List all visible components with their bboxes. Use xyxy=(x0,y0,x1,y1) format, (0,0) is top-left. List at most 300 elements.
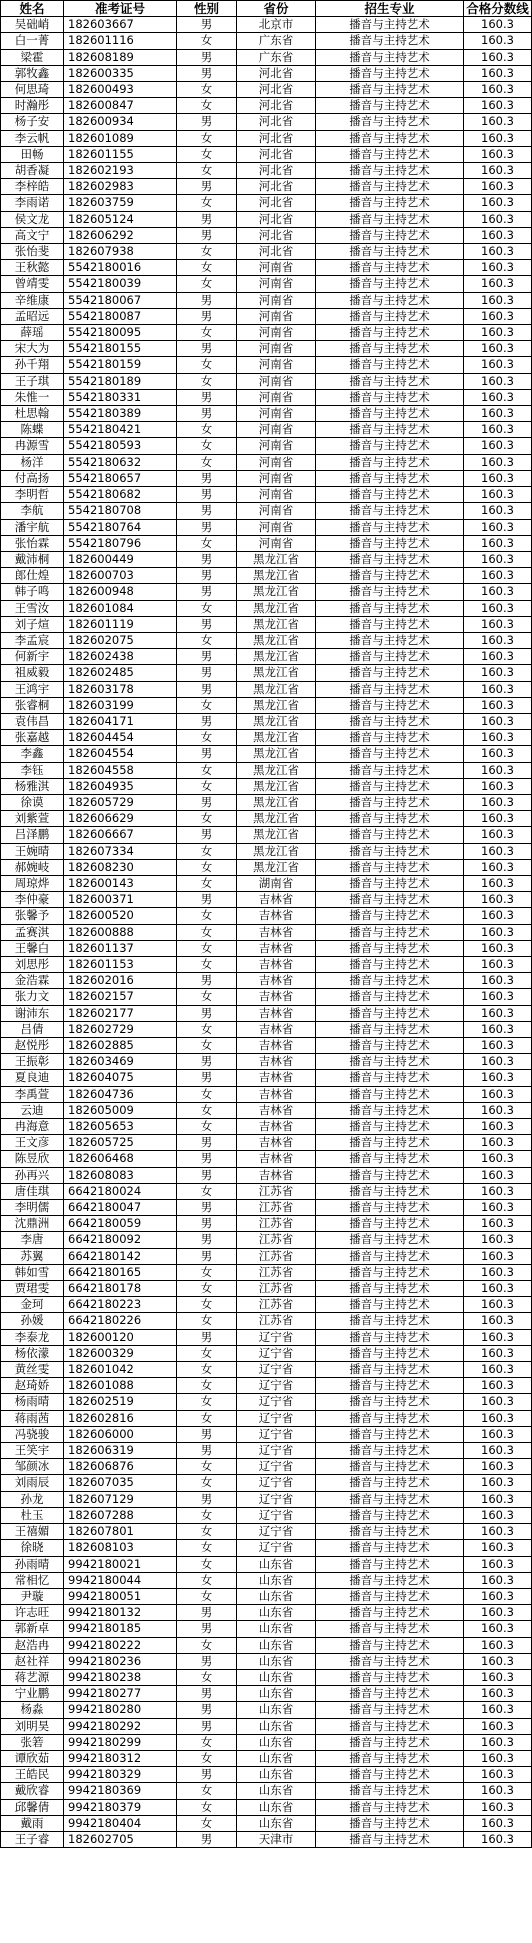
cell-name: 张怡斐 xyxy=(1,244,64,260)
cell-major: 播音与主持艺术 xyxy=(316,1750,464,1766)
table-row xyxy=(1,1281,532,1297)
table-row xyxy=(1,1507,532,1523)
cell-exam-id: 182604558 xyxy=(64,762,177,778)
cell-exam-id: 182603759 xyxy=(64,195,177,211)
cell-score: 160.3 xyxy=(464,308,532,324)
cell-gender: 女 xyxy=(177,98,237,114)
table-row xyxy=(1,1054,532,1070)
cell-exam-id: 182608189 xyxy=(64,49,177,65)
cell-exam-id: 5542180189 xyxy=(64,373,177,389)
cell-score: 160.3 xyxy=(464,373,532,389)
cell-name: 王雪汝 xyxy=(1,600,64,616)
cell-name: 张怡霖 xyxy=(1,535,64,551)
cell-score: 160.3 xyxy=(464,1135,532,1151)
cell-province: 吉林省 xyxy=(237,1038,316,1054)
cell-major: 播音与主持艺术 xyxy=(316,1329,464,1345)
cell-province: 河北省 xyxy=(237,65,316,81)
cell-name: 蒋雨茜 xyxy=(1,1410,64,1426)
cell-exam-id: 182602519 xyxy=(64,1394,177,1410)
cell-name: 侯文龙 xyxy=(1,211,64,227)
cell-score: 160.3 xyxy=(464,211,532,227)
table-row xyxy=(1,1167,532,1183)
cell-province: 黑龙江省 xyxy=(237,568,316,584)
cell-province: 河北省 xyxy=(237,179,316,195)
cell-score: 160.3 xyxy=(464,276,532,292)
cell-name: 李航 xyxy=(1,503,64,519)
cell-score: 160.3 xyxy=(464,1216,532,1232)
cell-gender: 男 xyxy=(177,1167,237,1183)
cell-score: 160.3 xyxy=(464,114,532,130)
cell-score: 160.3 xyxy=(464,1637,532,1653)
cell-exam-id: 182605009 xyxy=(64,1102,177,1118)
cell-major: 播音与主持艺术 xyxy=(316,179,464,195)
cell-exam-id: 6642180047 xyxy=(64,1200,177,1216)
cell-name: 戴欣睿 xyxy=(1,1783,64,1799)
cell-name: 王笑宇 xyxy=(1,1443,64,1459)
table-row xyxy=(1,503,532,519)
cell-name: 王子琪 xyxy=(1,373,64,389)
cell-exam-id: 182606667 xyxy=(64,827,177,843)
cell-gender: 男 xyxy=(177,65,237,81)
cell-gender: 男 xyxy=(177,1767,237,1783)
cell-province: 山东省 xyxy=(237,1653,316,1669)
cell-major: 播音与主持艺术 xyxy=(316,1718,464,1734)
cell-gender: 女 xyxy=(177,33,237,49)
cell-province: 吉林省 xyxy=(237,1070,316,1086)
table-row xyxy=(1,989,532,1005)
cell-major: 播音与主持艺术 xyxy=(316,1248,464,1264)
cell-gender: 男 xyxy=(177,665,237,681)
cell-major: 播音与主持艺术 xyxy=(316,292,464,308)
cell-gender: 男 xyxy=(177,487,237,503)
cell-score: 160.3 xyxy=(464,1588,532,1604)
cell-province: 河南省 xyxy=(237,276,316,292)
cell-province: 河南省 xyxy=(237,357,316,373)
cell-score: 160.3 xyxy=(464,1507,532,1523)
cell-province: 吉林省 xyxy=(237,956,316,972)
cell-exam-id: 5542180087 xyxy=(64,308,177,324)
cell-province: 黑龙江省 xyxy=(237,681,316,697)
cell-exam-id: 6642180059 xyxy=(64,1216,177,1232)
cell-exam-id: 182607288 xyxy=(64,1507,177,1523)
table-row xyxy=(1,1767,532,1783)
cell-exam-id: 9942180312 xyxy=(64,1750,177,1766)
cell-gender: 女 xyxy=(177,1734,237,1750)
cell-score: 160.3 xyxy=(464,163,532,179)
cell-major: 播音与主持艺术 xyxy=(316,697,464,713)
cell-name: 高文宁 xyxy=(1,227,64,243)
cell-name: 孙再兴 xyxy=(1,1167,64,1183)
cell-score: 160.3 xyxy=(464,1410,532,1426)
cell-province: 黑龙江省 xyxy=(237,762,316,778)
cell-major: 播音与主持艺术 xyxy=(316,892,464,908)
cell-gender: 女 xyxy=(177,924,237,940)
cell-name: 郝婉岐 xyxy=(1,859,64,875)
cell-exam-id: 182601088 xyxy=(64,1378,177,1394)
cell-major: 播音与主持艺术 xyxy=(316,373,464,389)
cell-gender: 女 xyxy=(177,1086,237,1102)
table-row xyxy=(1,1459,532,1475)
cell-province: 河北省 xyxy=(237,98,316,114)
table-row xyxy=(1,1734,532,1750)
cell-major: 播音与主持艺术 xyxy=(316,1200,464,1216)
table-row xyxy=(1,1556,532,1572)
cell-name: 尹璇 xyxy=(1,1588,64,1604)
cell-gender: 女 xyxy=(177,163,237,179)
cell-score: 160.3 xyxy=(464,1394,532,1410)
cell-gender: 女 xyxy=(177,244,237,260)
table-row xyxy=(1,811,532,827)
cell-major: 播音与主持艺术 xyxy=(316,163,464,179)
cell-province: 黑龙江省 xyxy=(237,665,316,681)
cell-gender: 女 xyxy=(177,357,237,373)
cell-major: 播音与主持艺术 xyxy=(316,33,464,49)
cell-exam-id: 182608103 xyxy=(64,1540,177,1556)
cell-name: 白一菁 xyxy=(1,33,64,49)
table-row xyxy=(1,924,532,940)
cell-exam-id: 182602177 xyxy=(64,1005,177,1021)
cell-exam-id: 6642180165 xyxy=(64,1264,177,1280)
table-row xyxy=(1,551,532,567)
table-row xyxy=(1,892,532,908)
cell-province: 河南省 xyxy=(237,519,316,535)
cell-gender: 女 xyxy=(177,1815,237,1831)
table-row xyxy=(1,600,532,616)
cell-score: 160.3 xyxy=(464,357,532,373)
table-row xyxy=(1,260,532,276)
cell-gender: 女 xyxy=(177,811,237,827)
cell-gender: 男 xyxy=(177,1686,237,1702)
cell-score: 160.3 xyxy=(464,195,532,211)
cell-gender: 女 xyxy=(177,1345,237,1361)
cell-gender: 男 xyxy=(177,211,237,227)
cell-province: 河南省 xyxy=(237,260,316,276)
cell-gender: 女 xyxy=(177,1540,237,1556)
cell-province: 黑龙江省 xyxy=(237,778,316,794)
cell-province: 山东省 xyxy=(237,1621,316,1637)
cell-major: 播音与主持艺术 xyxy=(316,1135,464,1151)
cell-exam-id: 182602157 xyxy=(64,989,177,1005)
table-row xyxy=(1,1394,532,1410)
cell-name: 孙千翔 xyxy=(1,357,64,373)
cell-major: 播音与主持艺术 xyxy=(316,1605,464,1621)
cell-province: 黑龙江省 xyxy=(237,746,316,762)
cell-score: 160.3 xyxy=(464,1653,532,1669)
cell-score: 160.3 xyxy=(464,730,532,746)
cell-exam-id: 182601119 xyxy=(64,616,177,632)
table-row xyxy=(1,1750,532,1766)
cell-gender: 男 xyxy=(177,892,237,908)
cell-score: 160.3 xyxy=(464,1443,532,1459)
cell-province: 河南省 xyxy=(237,406,316,422)
cell-score: 160.3 xyxy=(464,130,532,146)
cell-province: 河南省 xyxy=(237,341,316,357)
cell-major: 播音与主持艺术 xyxy=(316,1540,464,1556)
table-row xyxy=(1,1702,532,1718)
cell-exam-id: 5542180657 xyxy=(64,470,177,486)
table-row xyxy=(1,1021,532,1037)
header-row xyxy=(1,1,532,17)
cell-gender: 女 xyxy=(177,859,237,875)
table-row xyxy=(1,308,532,324)
table-row xyxy=(1,875,532,891)
cell-exam-id: 5542180389 xyxy=(64,406,177,422)
cell-name: 谢沛东 xyxy=(1,1005,64,1021)
cell-name: 常相忆 xyxy=(1,1572,64,1588)
cell-gender: 女 xyxy=(177,325,237,341)
cell-gender: 女 xyxy=(177,195,237,211)
cell-exam-id: 182600888 xyxy=(64,924,177,940)
table-row xyxy=(1,422,532,438)
cell-exam-id: 182606000 xyxy=(64,1426,177,1442)
cell-score: 160.3 xyxy=(464,146,532,162)
cell-name: 王皓民 xyxy=(1,1767,64,1783)
cell-exam-id: 182602438 xyxy=(64,649,177,665)
table-row xyxy=(1,1669,532,1685)
cell-score: 160.3 xyxy=(464,665,532,681)
cell-major: 播音与主持艺术 xyxy=(316,1086,464,1102)
cell-province: 河南省 xyxy=(237,503,316,519)
cell-major: 播音与主持艺术 xyxy=(316,244,464,260)
cell-name: 朱惟一 xyxy=(1,389,64,405)
cell-exam-id: 182602816 xyxy=(64,1410,177,1426)
cell-name: 刘雨辰 xyxy=(1,1475,64,1491)
cell-major: 播音与主持艺术 xyxy=(316,1702,464,1718)
cell-name: 张箬 xyxy=(1,1734,64,1750)
table-row xyxy=(1,341,532,357)
cell-gender: 女 xyxy=(177,1264,237,1280)
cell-major: 播音与主持艺术 xyxy=(316,82,464,98)
cell-exam-id: 182603667 xyxy=(64,17,177,33)
table-row xyxy=(1,1588,532,1604)
cell-exam-id: 182601137 xyxy=(64,940,177,956)
cell-score: 160.3 xyxy=(464,1070,532,1086)
cell-province: 山东省 xyxy=(237,1572,316,1588)
cell-score: 160.3 xyxy=(464,1831,532,1847)
cell-name: 梁霍 xyxy=(1,49,64,65)
cell-province: 河南省 xyxy=(237,454,316,470)
table-row xyxy=(1,1070,532,1086)
cell-province: 黑龙江省 xyxy=(237,713,316,729)
cell-exam-id: 5542180682 xyxy=(64,487,177,503)
table-row xyxy=(1,973,532,989)
cell-name: 田畅 xyxy=(1,146,64,162)
cell-exam-id: 182600143 xyxy=(64,875,177,891)
table-row xyxy=(1,1783,532,1799)
cell-major: 播音与主持艺术 xyxy=(316,65,464,81)
cell-major: 播音与主持艺术 xyxy=(316,1783,464,1799)
cell-name: 王馨白 xyxy=(1,940,64,956)
cell-exam-id: 182604454 xyxy=(64,730,177,746)
table-row xyxy=(1,1653,532,1669)
cell-province: 吉林省 xyxy=(237,908,316,924)
cell-score: 160.3 xyxy=(464,1329,532,1345)
cell-gender: 女 xyxy=(177,1362,237,1378)
cell-major: 播音与主持艺术 xyxy=(316,1005,464,1021)
cell-score: 160.3 xyxy=(464,940,532,956)
cell-name: 戴沛桐 xyxy=(1,551,64,567)
cell-score: 160.3 xyxy=(464,1264,532,1280)
cell-name: 李鑫 xyxy=(1,746,64,762)
cell-gender: 男 xyxy=(177,227,237,243)
cell-province: 河南省 xyxy=(237,535,316,551)
cell-gender: 女 xyxy=(177,1507,237,1523)
table-row xyxy=(1,940,532,956)
table-row xyxy=(1,681,532,697)
cell-gender: 女 xyxy=(177,1297,237,1313)
cell-score: 160.3 xyxy=(464,438,532,454)
cell-exam-id: 6642180178 xyxy=(64,1281,177,1297)
cell-major: 播音与主持艺术 xyxy=(316,406,464,422)
cell-name: 赵琦娇 xyxy=(1,1378,64,1394)
cell-name: 李明儒 xyxy=(1,1200,64,1216)
cell-major: 播音与主持艺术 xyxy=(316,146,464,162)
table-row xyxy=(1,1313,532,1329)
cell-major: 播音与主持艺术 xyxy=(316,1507,464,1523)
table-row xyxy=(1,1475,532,1491)
table-row xyxy=(1,1135,532,1151)
cell-major: 播音与主持艺术 xyxy=(316,130,464,146)
cell-gender: 男 xyxy=(177,1135,237,1151)
header-name: 姓名 xyxy=(1,1,64,17)
cell-score: 160.3 xyxy=(464,454,532,470)
cell-name: 潘宇航 xyxy=(1,519,64,535)
cell-exam-id: 182607938 xyxy=(64,244,177,260)
cell-gender: 女 xyxy=(177,843,237,859)
cell-province: 黑龙江省 xyxy=(237,811,316,827)
cell-province: 辽宁省 xyxy=(237,1329,316,1345)
cell-gender: 男 xyxy=(177,568,237,584)
cell-gender: 男 xyxy=(177,681,237,697)
cell-province: 辽宁省 xyxy=(237,1459,316,1475)
header-exam-id: 准考证号 xyxy=(64,1,177,17)
cell-province: 江苏省 xyxy=(237,1183,316,1199)
cell-name: 赵悦彤 xyxy=(1,1038,64,1054)
cell-province: 山东省 xyxy=(237,1767,316,1783)
cell-exam-id: 9942180051 xyxy=(64,1588,177,1604)
cell-score: 160.3 xyxy=(464,892,532,908)
cell-province: 辽宁省 xyxy=(237,1378,316,1394)
table-row xyxy=(1,956,532,972)
cell-name: 唐佳琪 xyxy=(1,1183,64,1199)
cell-exam-id: 182608083 xyxy=(64,1167,177,1183)
cell-gender: 男 xyxy=(177,1491,237,1507)
cell-exam-id: 182602075 xyxy=(64,632,177,648)
table-row xyxy=(1,1491,532,1507)
cell-gender: 男 xyxy=(177,713,237,729)
cell-name: 王子睿 xyxy=(1,1831,64,1847)
cell-gender: 男 xyxy=(177,1718,237,1734)
cell-exam-id: 9942180379 xyxy=(64,1799,177,1815)
cell-gender: 男 xyxy=(177,1005,237,1021)
table-row xyxy=(1,1005,532,1021)
cell-province: 吉林省 xyxy=(237,940,316,956)
cell-score: 160.3 xyxy=(464,1345,532,1361)
cell-score: 160.3 xyxy=(464,1054,532,1070)
cell-name: 何思琦 xyxy=(1,82,64,98)
table-row xyxy=(1,1831,532,1847)
cell-name: 许志旺 xyxy=(1,1605,64,1621)
cell-gender: 女 xyxy=(177,1102,237,1118)
cell-gender: 男 xyxy=(177,519,237,535)
cell-score: 160.3 xyxy=(464,1183,532,1199)
cell-major: 播音与主持艺术 xyxy=(316,1799,464,1815)
cell-name: 李云帆 xyxy=(1,130,64,146)
table-row xyxy=(1,1637,532,1653)
cell-major: 播音与主持艺术 xyxy=(316,1183,464,1199)
cell-exam-id: 182603178 xyxy=(64,681,177,697)
cell-major: 播音与主持艺术 xyxy=(316,989,464,1005)
table-row xyxy=(1,649,532,665)
cell-score: 160.3 xyxy=(464,827,532,843)
cell-gender: 男 xyxy=(177,1702,237,1718)
cell-gender: 男 xyxy=(177,649,237,665)
cell-name: 杜思翰 xyxy=(1,406,64,422)
cell-name: 付高扬 xyxy=(1,470,64,486)
table-row xyxy=(1,859,532,875)
cell-province: 河南省 xyxy=(237,438,316,454)
cell-major: 播音与主持艺术 xyxy=(316,665,464,681)
cell-score: 160.3 xyxy=(464,875,532,891)
cell-major: 播音与主持艺术 xyxy=(316,438,464,454)
cell-major: 播音与主持艺术 xyxy=(316,1524,464,1540)
cell-gender: 女 xyxy=(177,600,237,616)
cell-major: 播音与主持艺术 xyxy=(316,519,464,535)
cell-gender: 女 xyxy=(177,1378,237,1394)
cell-major: 播音与主持艺术 xyxy=(316,1426,464,1442)
cell-name: 郭牧鑫 xyxy=(1,65,64,81)
cell-major: 播音与主持艺术 xyxy=(316,211,464,227)
cell-major: 播音与主持艺术 xyxy=(316,389,464,405)
cell-exam-id: 182601155 xyxy=(64,146,177,162)
cell-score: 160.3 xyxy=(464,1669,532,1685)
cell-major: 播音与主持艺术 xyxy=(316,503,464,519)
cell-name: 贾珺雯 xyxy=(1,1281,64,1297)
cell-score: 160.3 xyxy=(464,973,532,989)
cell-exam-id: 182604554 xyxy=(64,746,177,762)
cell-gender: 男 xyxy=(177,1621,237,1637)
cell-score: 160.3 xyxy=(464,389,532,405)
cell-name: 金珂 xyxy=(1,1297,64,1313)
table-row xyxy=(1,244,532,260)
cell-exam-id: 182604935 xyxy=(64,778,177,794)
cell-score: 160.3 xyxy=(464,1475,532,1491)
cell-province: 河南省 xyxy=(237,470,316,486)
cell-major: 播音与主持艺术 xyxy=(316,924,464,940)
cell-name: 张力文 xyxy=(1,989,64,1005)
cell-gender: 男 xyxy=(177,179,237,195)
cell-score: 160.3 xyxy=(464,956,532,972)
cell-name: 吕倩 xyxy=(1,1021,64,1037)
cell-province: 吉林省 xyxy=(237,989,316,1005)
cell-name: 陈昱欣 xyxy=(1,1151,64,1167)
cell-province: 吉林省 xyxy=(237,1151,316,1167)
cell-exam-id: 5542180016 xyxy=(64,260,177,276)
table-row xyxy=(1,568,532,584)
cell-name: 周琼烨 xyxy=(1,875,64,891)
cell-exam-id: 182600329 xyxy=(64,1345,177,1361)
cell-exam-id: 9942180236 xyxy=(64,1653,177,1669)
cell-name: 孟昭远 xyxy=(1,308,64,324)
cell-province: 黑龙江省 xyxy=(237,584,316,600)
cell-major: 播音与主持艺术 xyxy=(316,1264,464,1280)
cell-province: 河南省 xyxy=(237,422,316,438)
cell-score: 160.3 xyxy=(464,1362,532,1378)
cell-major: 播音与主持艺术 xyxy=(316,1588,464,1604)
table-row xyxy=(1,1102,532,1118)
table-row xyxy=(1,33,532,49)
cell-name: 徐晓 xyxy=(1,1540,64,1556)
